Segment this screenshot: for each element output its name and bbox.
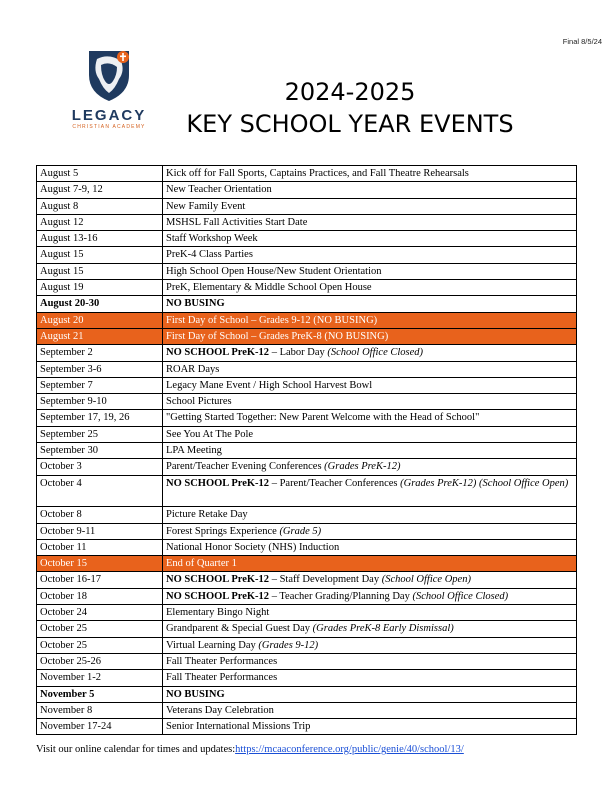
table-row [37,670,577,686]
event-date: September 3-6 [37,361,163,377]
table-row-highlighted [37,328,577,344]
event-description: New Family Event [163,198,577,214]
table-row [37,539,577,555]
event-date: September 2 [37,345,163,361]
table-row [37,377,577,393]
event-date: August 20 [37,312,163,328]
footer-text: Visit our online calendar for times and updates: [36,744,236,755]
table-row [37,719,577,735]
table-row [37,410,577,426]
table-row [37,345,577,361]
event-date: October 16-17 [37,572,163,588]
event-date: October 25 [37,637,163,653]
event-date: October 25-26 [37,653,163,669]
events-table [36,165,577,735]
table-row [37,459,577,475]
event-date: August 20-30 [37,296,163,312]
table-row [37,166,577,182]
event-date: October 15 [37,556,163,572]
event-description: NO BUSING [163,686,577,702]
event-description: PreK-4 Class Parties [163,247,577,263]
event-description: See You At The Pole [163,426,577,442]
table-row [37,426,577,442]
event-description: Veterans Day Celebration [163,702,577,718]
event-date: September 30 [37,443,163,459]
event-date: October 24 [37,605,163,621]
school-logo [54,45,164,130]
event-date: August 7-9, 12 [37,182,163,198]
event-description: ROAR Days [163,361,577,377]
event-date: September 17, 19, 26 [37,410,163,426]
event-description: School Pictures [163,394,577,410]
event-date: September 9-10 [37,394,163,410]
page-title-year: 2024-2025 [284,78,416,106]
event-description: Elementary Bingo Night [163,605,577,621]
table-row [37,214,577,230]
table-row [37,443,577,459]
event-date: November 1-2 [37,670,163,686]
event-description: NO BUSING [163,296,577,312]
table-row [37,198,577,214]
table-row [37,507,577,523]
table-row [37,621,577,637]
event-date: August 15 [37,263,163,279]
table-row [37,182,577,198]
event-date: October 3 [37,459,163,475]
event-description: Kick off for Fall Sports, Captains Practices, and Fall Theatre Rehearsals [163,166,577,182]
event-description: NO SCHOOL PreK-12 – Labor Day (School Office Closed) [163,345,577,361]
table-row [37,523,577,539]
event-description: Legacy Mane Event / High School Harvest Bowl [163,377,577,393]
event-date: November 8 [37,702,163,718]
event-description: Parent/Teacher Evening Conferences (Grades PreK-12) [163,459,577,475]
table-row [37,572,577,588]
page-title: KEY SCHOOL YEAR EVENTS [186,110,514,138]
event-description: Forest Springs Experience (Grade 5) [163,523,577,539]
table-row [37,653,577,669]
event-date: August 13-16 [37,231,163,247]
event-date: August 8 [37,198,163,214]
event-description: Grandparent & Special Guest Day (Grades PreK-8 Early Dismissal) [163,621,577,637]
event-description: NO SCHOOL PreK-12 – Parent/Teacher Conferences (Grades PreK-12) (School Office Open) [163,475,577,507]
table-row [37,475,577,507]
event-description: Fall Theater Performances [163,653,577,669]
table-row [37,280,577,296]
event-date: October 18 [37,588,163,604]
event-date: October 9-11 [37,523,163,539]
event-description: Virtual Learning Day (Grades 9-12) [163,637,577,653]
table-row-highlighted [37,556,577,572]
lion-crest-icon [79,45,139,105]
event-date: August 15 [37,247,163,263]
event-date: August 21 [37,328,163,344]
event-date: September 25 [37,426,163,442]
event-date: September 7 [37,377,163,393]
logo-subtitle: CHRISTIAN ACADEMY [72,124,146,130]
table-row [37,247,577,263]
table-row [37,588,577,604]
event-description: First Day of School – Grades PreK-8 (NO BUSING) [163,328,577,344]
event-description: Picture Retake Day [163,507,577,523]
event-description: Fall Theater Performances [163,670,577,686]
event-description: NO SCHOOL PreK-12 – Teacher Grading/Planning Day (School Office Closed) [163,588,577,604]
table-row [37,361,577,377]
event-date: November 5 [37,686,163,702]
final-date-label: Final 8/5/24 [562,37,602,46]
table-row [37,263,577,279]
event-date: August 19 [37,280,163,296]
table-row [37,702,577,718]
event-description: LPA Meeting [163,443,577,459]
event-description: Senior International Missions Trip [163,719,577,735]
event-description: NO SCHOOL PreK-12 – Staff Development Day (School Office Open) [163,572,577,588]
calendar-link[interactable]: https://mcaaconference.org/public/genie/40/school/13/ [235,744,464,755]
event-date: October 25 [37,621,163,637]
footer-note [36,744,464,755]
logo-wordmark: LEGACY [71,107,147,124]
event-description: High School Open House/New Student Orientation [163,263,577,279]
event-date: August 5 [37,166,163,182]
event-date: August 12 [37,214,163,230]
table-row [37,605,577,621]
event-date: October 11 [37,539,163,555]
event-description: New Teacher Orientation [163,182,577,198]
table-row [37,296,577,312]
event-description: Staff Workshop Week [163,231,577,247]
event-description: MSHSL Fall Activities Start Date [163,214,577,230]
table-row [37,686,577,702]
table-row [37,637,577,653]
table-row [37,394,577,410]
event-date: November 17-24 [37,719,163,735]
event-description: First Day of School – Grades 9-12 (NO BUSING) [163,312,577,328]
table-row [37,231,577,247]
event-description: National Honor Society (NHS) Induction [163,539,577,555]
event-date: October 8 [37,507,163,523]
event-description: "Getting Started Together: New Parent Welcome with the Head of School" [163,410,577,426]
event-date: October 4 [37,475,163,507]
event-description: End of Quarter 1 [163,556,577,572]
table-row-highlighted [37,312,577,328]
event-description: PreK, Elementary & Middle School Open House [163,280,577,296]
